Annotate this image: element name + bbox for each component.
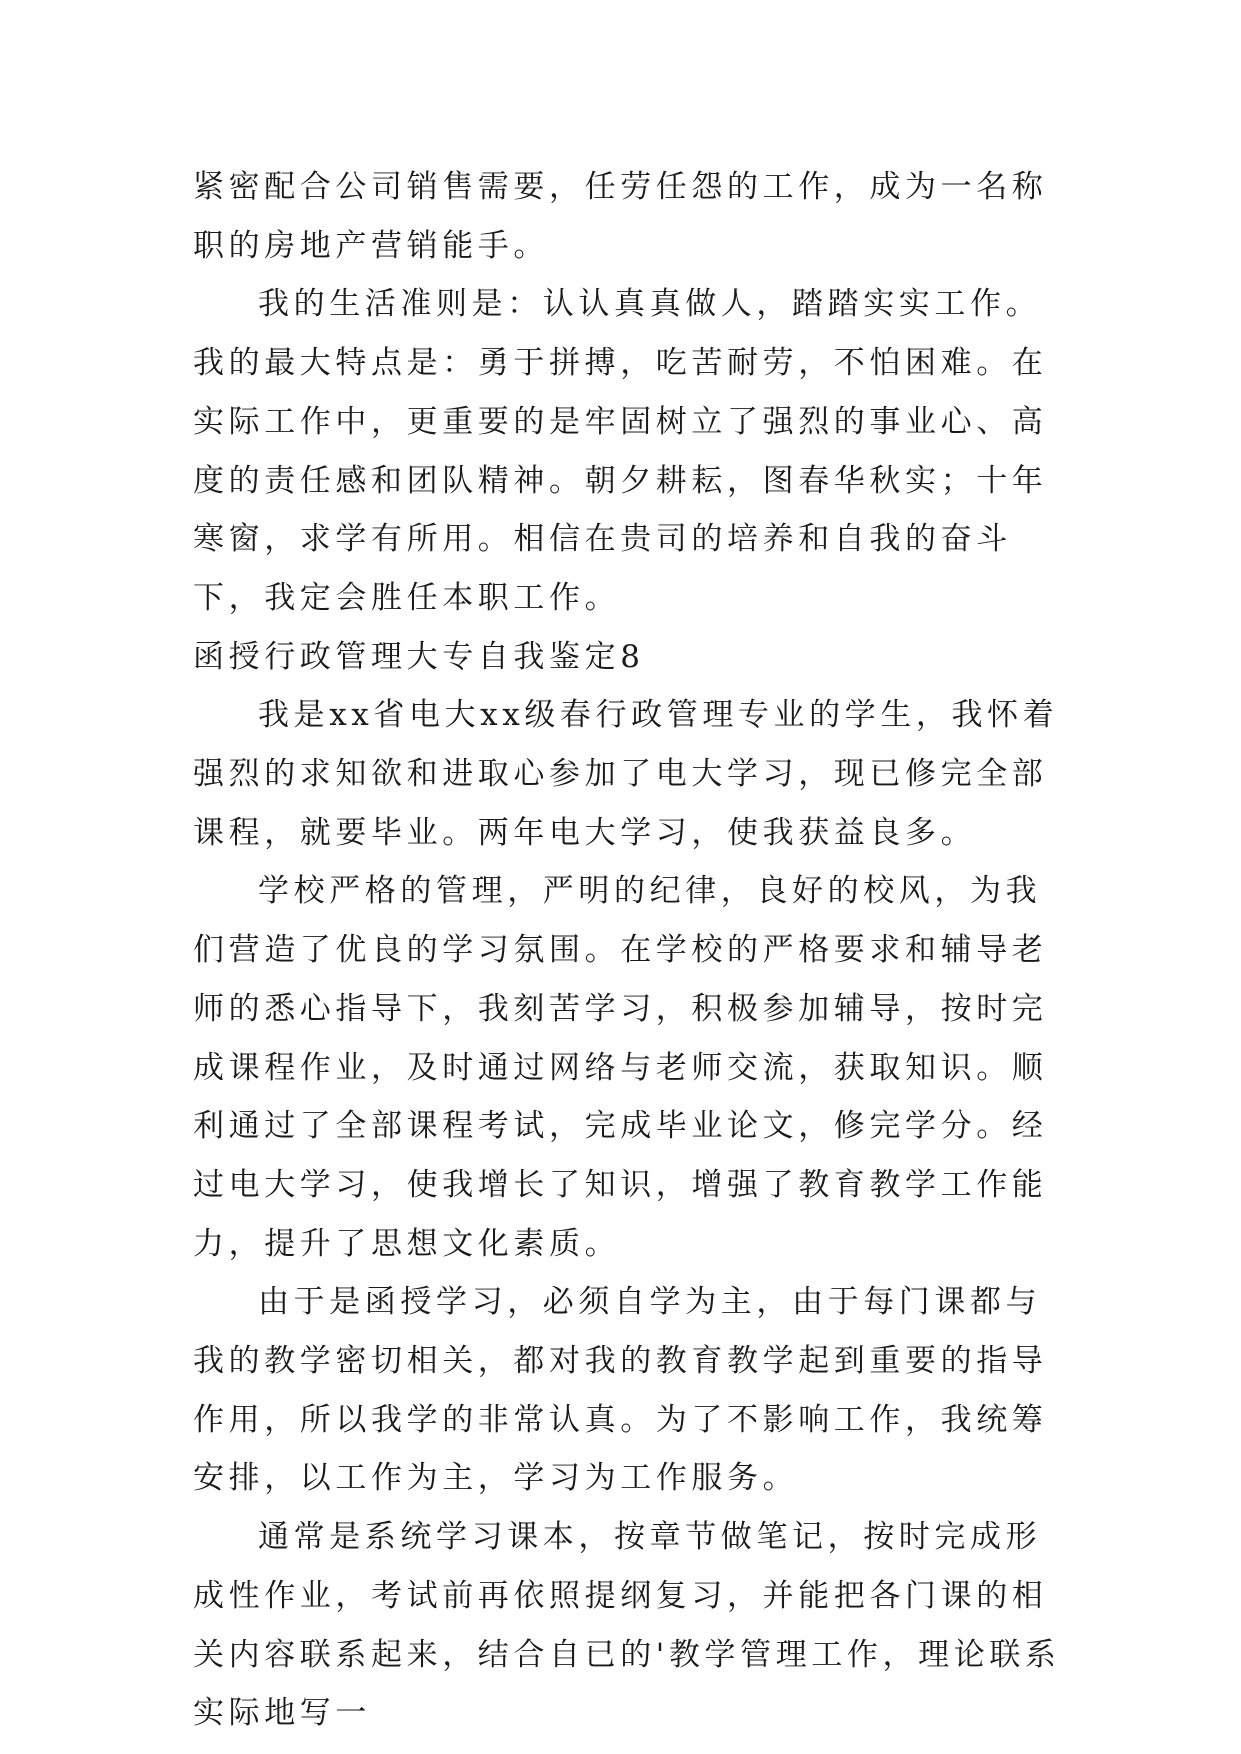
- paragraph-study-method: 通常是系统学习课本，按章节做笔记，按时完成形成性作业，考试前再依照提纲复习，并能把各门课的相关内容联系起来，结合自已的'教学管理工作，理论联系实际地写一: [193, 1519, 1061, 1732]
- paragraph-school-management: 学校严格的管理，严明的纪律，良好的校风，为我们营造了优良的学习氛围。在学校的严格要求和辅导老师的悉心指导下，我刻苦学习，积极参加辅导，按时完成课程作业，及时通过网络与老师交流，获取知识。顺利通过了全部课程考试，完成毕业论文，修完学分。经过电大学习，使我增长了知识，增强了教育教学工作能力，提升了思想文化素质。: [193, 873, 1048, 1262]
- paragraph-life-principles: 我的生活准则是：认认真真做人，踏踏实实工作。我的最大特点是：勇于拼搏，吃苦耐劳，不怕困难。在实际工作中，更重要的是牢固树立了强烈的事业心、高度的责任感和团队精神。朝夕耕耘，图春华秋实；十年寒窗，求学有所用。相信在贵司的培养和自我的奋斗下，我定会胜任本职工作。: [193, 286, 1048, 616]
- document-body: [193, 158, 1073, 1743]
- paragraph-self-study: 由于是函授学习，必须自学为主，由于每门课都与我的教学密切相关，都对我的教育教学起到重要的指导作用，所以我学的非常认真。为了不影响工作，我统筹安排，以工作为主，学习为工作服务。: [193, 1284, 1048, 1497]
- paragraph-introduction: 我是xx省电大xx级春行政管理专业的学生，我怀着强烈的求知欲和进取心参加了电大学习，现已修完全部课程，就要毕业。两年电大学习，使我获益良多。: [193, 697, 1059, 851]
- paragraph-continuation: 紧密配合公司销售需要，任劳任怨的工作，成为一名称职的房地产营销能手。: [193, 169, 1048, 264]
- section-heading: 函授行政管理大专自我鉴定8: [193, 638, 645, 675]
